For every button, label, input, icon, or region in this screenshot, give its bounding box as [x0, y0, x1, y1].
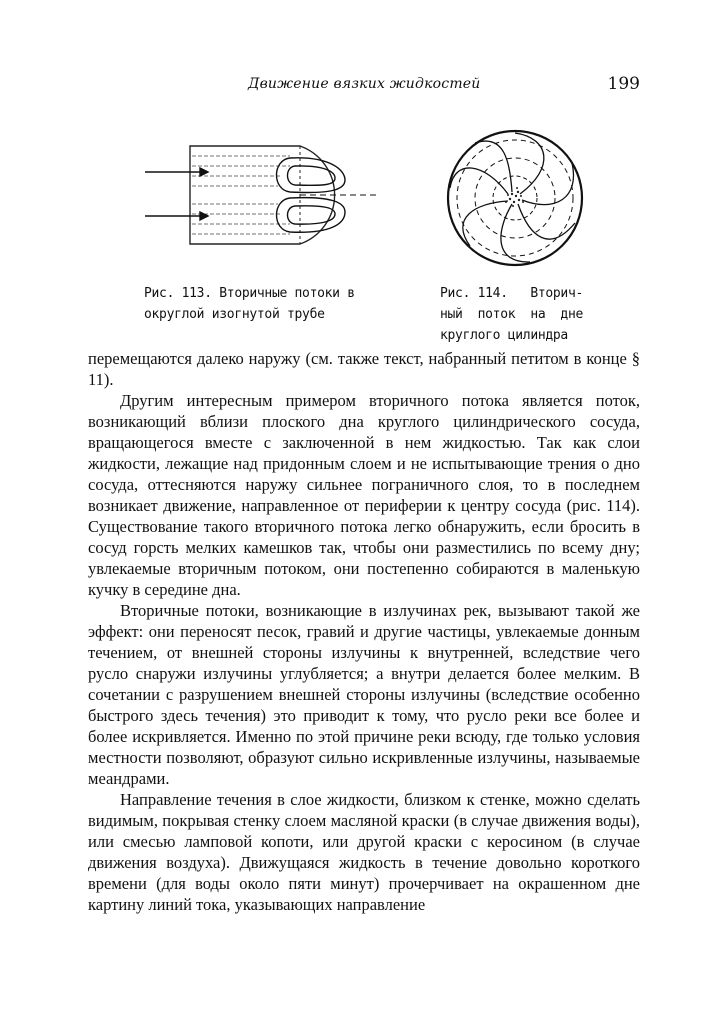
caption-114-line-3: круглого цилиндра: [440, 328, 568, 343]
paragraph-1: перемещаются далеко наружу (см. также текст, набранный петитом в конце § 11).: [88, 349, 640, 389]
figure-113-caption: [144, 283, 394, 325]
paragraph-4: Направление течения в слое жидкости, близком к стенке, можно сделать видимым, покрывая стенку слоем масляной краски (в случае движения воды), или смесью ламповой копоти, или другой краски с керосином (в случае движения воздуха). Движущаяся жидкость в течение довольно короткого времени (для воды около пяти минут) прочерчивает на окрашенном дне картину линий тока, указывающих направление: [88, 790, 640, 914]
caption-113-line-2: округлой изогнутой трубе: [144, 307, 325, 322]
page-number: 199: [607, 74, 640, 94]
paragraph-2: Другим интересным примером вторичного потока является поток, возникающий вблизи плоского дна круглого цилиндрического сосуда, вращающегося вместе с заключенной в нем жидкостью. Так как слои жидкости, лежащие над придонным слоем и не испытывающие трения о дно сосуда, оттесняются наружу сильнее пограничного слоя, то в последнем возникает движение, направленное от периферии к центру сосуда (рис. 114). Существование такого вторичного потока легко обнаружить, если бросить в сосуд горсть мелких камешков так, чтобы они разместились по всему дну; увлекаемые вторичным потоком, они постепенно собираются в маленькую кучку в середине дна.: [88, 391, 640, 599]
caption-113-line-1: Рис. 113. Вторичные потоки в: [144, 286, 355, 301]
running-title: Движение вязких жидкостей: [248, 76, 481, 92]
figure-114: [440, 128, 590, 268]
figure-114-caption: [440, 283, 600, 346]
caption-114-line-1: Рис. 114. Вторич-: [440, 286, 584, 301]
paragraph-3: Вторичные потоки, возникающие в излучинах рек, вызывают такой же эффект: они переносят песок, гравий и другие частицы, увлекаемые донным течением, от внешней стороны излучины к внутренней, вследствие чего русло снаружи излучины углубляется; а внутри делается более мелким. В сочетании с разрушением внешней стороны излучины (вследствие особенно быстрого здесь течения) это приводит к тому, что русло реки все более и более искривляется. Именно по этой причине реки всюду, где только условия местности позволяют, образуют сильно искривленные излучины, называемые меандрами.: [88, 601, 640, 788]
caption-114-line-2: ный поток на дне: [440, 307, 584, 322]
page-header: [88, 76, 640, 100]
figure-113: [140, 140, 380, 250]
body-text: [88, 348, 640, 915]
pipe-secondary-flow-illustration: [140, 140, 380, 250]
cylinder-bottom-flow-illustration: [440, 128, 590, 268]
